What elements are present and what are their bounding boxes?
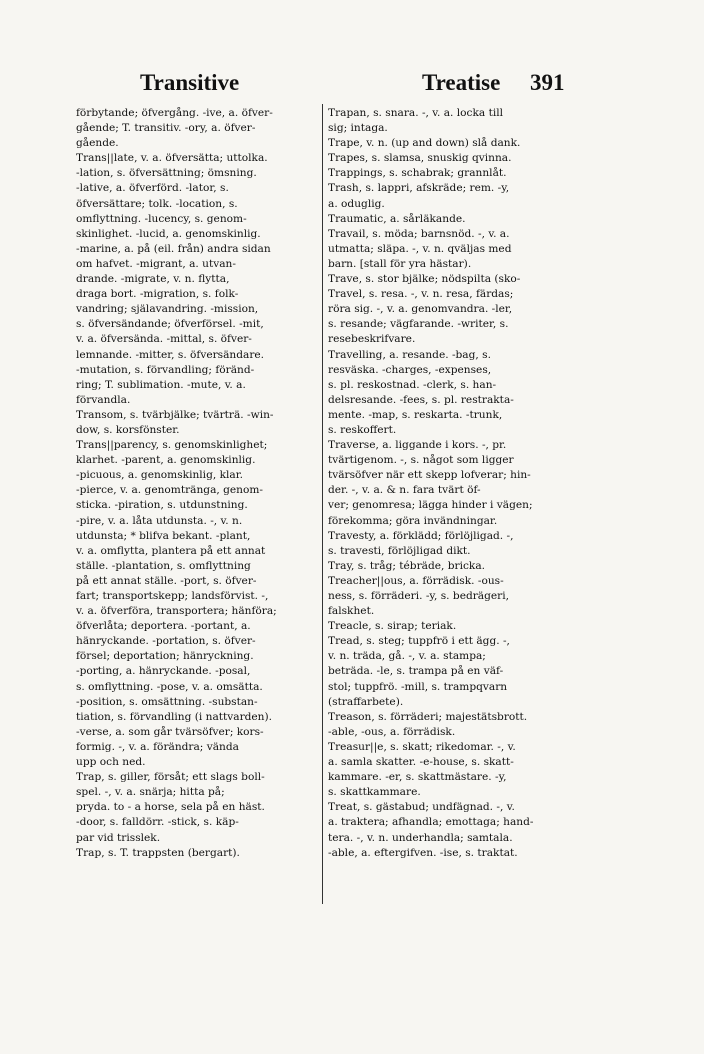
text-line: öfversättare; tolk. -location, s. xyxy=(76,197,238,210)
text-line: a. samla skatter. -e-house, s. skatt- xyxy=(328,756,514,769)
text-line: Treason, s. förräderi; majestätsbrott. xyxy=(328,710,528,723)
text-line: -mutation, s. förvandling; föränd- xyxy=(76,363,255,376)
text-line: kammare. -er, s. skattmästare. -y, xyxy=(328,771,507,784)
text-line: försel; deportation; hänryckning. xyxy=(76,650,254,663)
text-line: Trappings, s. schabrak; grannlåt. xyxy=(328,167,507,180)
text-line: gående. xyxy=(76,137,119,150)
text-line: Treasur||e, s. skatt; rikedomar. -, v. xyxy=(328,740,516,753)
header-right-word: Treatise xyxy=(422,70,501,95)
text-line: mente. -map, s. reskarta. -trunk, xyxy=(328,408,503,421)
text-line: -lative, a. öfverförd. -lator, s. xyxy=(76,182,229,195)
text-line: tvärtigenom. -, s. något som ligger xyxy=(328,454,514,467)
right-column xyxy=(328,106,586,861)
text-line: Trapan, s. snara. -, v. a. locka till xyxy=(328,107,504,119)
text-line: förbytande; öfvergång. -ive, a. öfver- xyxy=(76,107,273,119)
text-line: s. reskoffert. xyxy=(328,423,397,436)
column-divider xyxy=(322,104,323,904)
text-line: -pierce, v. a. genomtränga, genom- xyxy=(76,484,263,497)
text-line: Tread, s. steg; tuppfrö i ett ägg. -, xyxy=(328,635,510,648)
text-line: ness, s. förräderi. -y, s. bedrägeri, xyxy=(328,590,509,602)
text-line: -able, -ous, a. förrädisk. xyxy=(328,725,456,738)
text-line: s. pl. reskostnad. -clerk, s. han- xyxy=(328,378,497,391)
text-line: öfverlåta; deportera. -portant, a. xyxy=(76,620,251,633)
text-line: vandring; själavandring. -mission, xyxy=(76,303,259,316)
text-line: -verse, a. som går tvärsöfver; kors- xyxy=(76,725,264,738)
page-header xyxy=(74,70,586,104)
text-line: röra sig. -, v. a. genomvandra. -ler, xyxy=(328,303,513,316)
left-column xyxy=(76,106,318,861)
text-line: ring; T. sublimation. -mute, v. a. xyxy=(76,378,246,391)
text-line: s. skattkammare. xyxy=(328,786,421,799)
text-line: spel. -, v. a. snärja; hitta på; xyxy=(76,786,225,799)
text-line: hänryckande. -portation, s. öfver- xyxy=(76,635,256,648)
text-line: Travesty, a. förklädd; förlöjligad. -, xyxy=(328,529,514,542)
text-line: ställe. -plantation, s. omflyttning xyxy=(76,559,251,572)
text-line: Travail, s. möda; barnsnöd. -, v. a. xyxy=(328,227,510,240)
text-line: barn. [stall för yra hästar). xyxy=(328,257,472,270)
text-line: -marine, a. på (eil. från) andra sidan xyxy=(76,242,271,255)
text-line: Traumatic, a. sårläkande. xyxy=(328,212,466,225)
text-line: på ett annat ställe. -port, s. öfver- xyxy=(76,574,257,587)
text-line: förvandla. xyxy=(76,393,131,406)
text-line: Trapes, s. slamsa, snuskig qvinna. xyxy=(328,152,512,165)
text-line: drande. -migrate, v. n. flytta, xyxy=(76,273,230,286)
text-line: s. öfversändande; öfverförsel. -mit, xyxy=(76,318,264,331)
text-line: förekomma; göra invändningar. xyxy=(328,514,498,527)
text-line: tera. -, v. n. underhandla; samtala. xyxy=(328,831,513,844)
text-line: a. traktera; afhandla; emottaga; hand- xyxy=(328,816,534,829)
text-line: -able, a. eftergifven. -ise, s. traktat. xyxy=(328,846,518,859)
text-line: a. oduglig. xyxy=(328,197,385,210)
text-line: upp och ned. xyxy=(76,756,146,769)
text-line: v. n. träda, gå. -, v. a. stampa; xyxy=(328,650,486,663)
text-line: (straffarbete). xyxy=(328,695,404,708)
text-line: Trave, s. stor bjälke; nödspilta (sko- xyxy=(328,273,521,286)
text-line: v. a. omflytta, plantera på ett annat xyxy=(76,544,266,557)
text-line: tiation, s. förvandling (i nattvarden). xyxy=(76,710,273,723)
text-line: lemnande. -mitter, s. öfversändare. xyxy=(76,348,265,361)
text-line: stol; tuppfrö. -mill, s. trampqvarn xyxy=(328,680,508,693)
text-line: formig. -, v. a. förändra; vända xyxy=(76,740,239,753)
text-line: resebeskrifvare. xyxy=(328,333,416,346)
header-left-word: Transitive xyxy=(140,70,240,95)
text-line: s. omflyttning. -pose, v. a. omsätta. xyxy=(76,680,263,693)
text-line: der. -, v. a. & n. fara tvärt öf- xyxy=(328,484,481,497)
text-line: Trap, s. giller, försåt; ett slags boll- xyxy=(76,771,265,784)
text-line: Trash, s. lappri, afskräde; rem. -y, xyxy=(328,182,510,195)
text-line: sticka. -piration, s. utdunstning. xyxy=(76,499,248,512)
text-line: s. travesti, förlöjligad dikt. xyxy=(328,544,471,557)
text-line: draga bort. -migration, s. folk- xyxy=(76,288,239,301)
text-line: par vid trisslek. xyxy=(76,831,161,844)
text-line: Travelling, a. resande. -bag, s. xyxy=(328,348,491,361)
text-line: Traverse, a. liggande i kors. -, pr. xyxy=(328,439,507,452)
text-line: sig; intaga. xyxy=(328,122,388,135)
text-line: v. a. öfversända. -mittal, s. öfver- xyxy=(76,333,252,346)
text-line: Trap, s. T. trappsten (bergart). xyxy=(76,846,240,859)
text-line: resväska. -charges, -expenses, xyxy=(328,363,492,376)
text-line: pryda. to - a horse, sela på en häst. xyxy=(76,801,265,814)
text-line: omflyttning. -lucency, s. genom- xyxy=(76,212,247,225)
text-line: Travel, s. resa. -, v. n. resa, färdas; xyxy=(328,288,514,301)
text-line: skinlighet. -lucid, a. genomskinlig. xyxy=(76,227,261,240)
text-line: om hafvet. -migrant, a. utvan- xyxy=(76,257,236,270)
text-line: Trape, v. n. (up and down) slå dank. xyxy=(328,137,521,150)
text-line: -lation, s. öfversättning; ömsning. xyxy=(76,167,257,180)
page-number: 391 xyxy=(530,70,565,95)
text-line: utmatta; släpa. -, v. n. qväljas med xyxy=(328,242,512,255)
text-line: s. resande; vägfarande. -writer, s. xyxy=(328,318,509,331)
text-line: Trans||parency, s. genomskinlighet; xyxy=(76,439,268,452)
text-line: falskhet. xyxy=(328,605,375,618)
text-line: -pire, v. a. låta utdunsta. -, v. n. xyxy=(76,514,243,527)
text-line: dow, s. korsfönster. xyxy=(76,423,180,436)
text-line: -door, s. falldörr. -stick, s. käp- xyxy=(76,816,239,829)
text-line: beträda. -le, s. trampa på en väf- xyxy=(328,665,504,678)
text-line: fart; transportskepp; landsförvist. -, xyxy=(76,590,269,602)
text-line: -picuous, a. genomskinlig, klar. xyxy=(76,469,243,482)
text-line: ver; genomresa; lägga hinder i vägen; xyxy=(328,499,533,512)
text-line: Transom, s. tvärbjälke; tvärträ. -win- xyxy=(76,408,274,421)
text-line: gående; T. transitiv. -ory, a. öfver- xyxy=(76,122,256,135)
text-line: Treacher||ous, a. förrädisk. -ous- xyxy=(328,574,504,587)
text-line: -porting, a. hänryckande. -posal, xyxy=(76,665,251,678)
text-line: Trans||late, v. a. öfversätta; uttolka. xyxy=(76,152,268,165)
text-line: delsresande. -fees, s. pl. restrakta- xyxy=(328,393,514,406)
text-line: Treacle, s. sirap; teriak. xyxy=(328,620,457,633)
text-line: v. a. öfverföra, transportera; hänföra; xyxy=(76,605,277,618)
text-line: klarhet. -parent, a. genomskinlig. xyxy=(76,454,256,467)
text-line: -position, s. omsättning. -substan- xyxy=(76,695,258,708)
text-line: tvärsöfver när ett skepp lofverar; hin- xyxy=(328,469,531,482)
text-line: utdunsta; * blifva bekant. -plant, xyxy=(76,529,251,542)
text-line: Tray, s. tråg; tébräde, bricka. xyxy=(328,559,486,572)
text-line: Treat, s. gästabud; undfägnad. -, v. xyxy=(328,801,515,814)
